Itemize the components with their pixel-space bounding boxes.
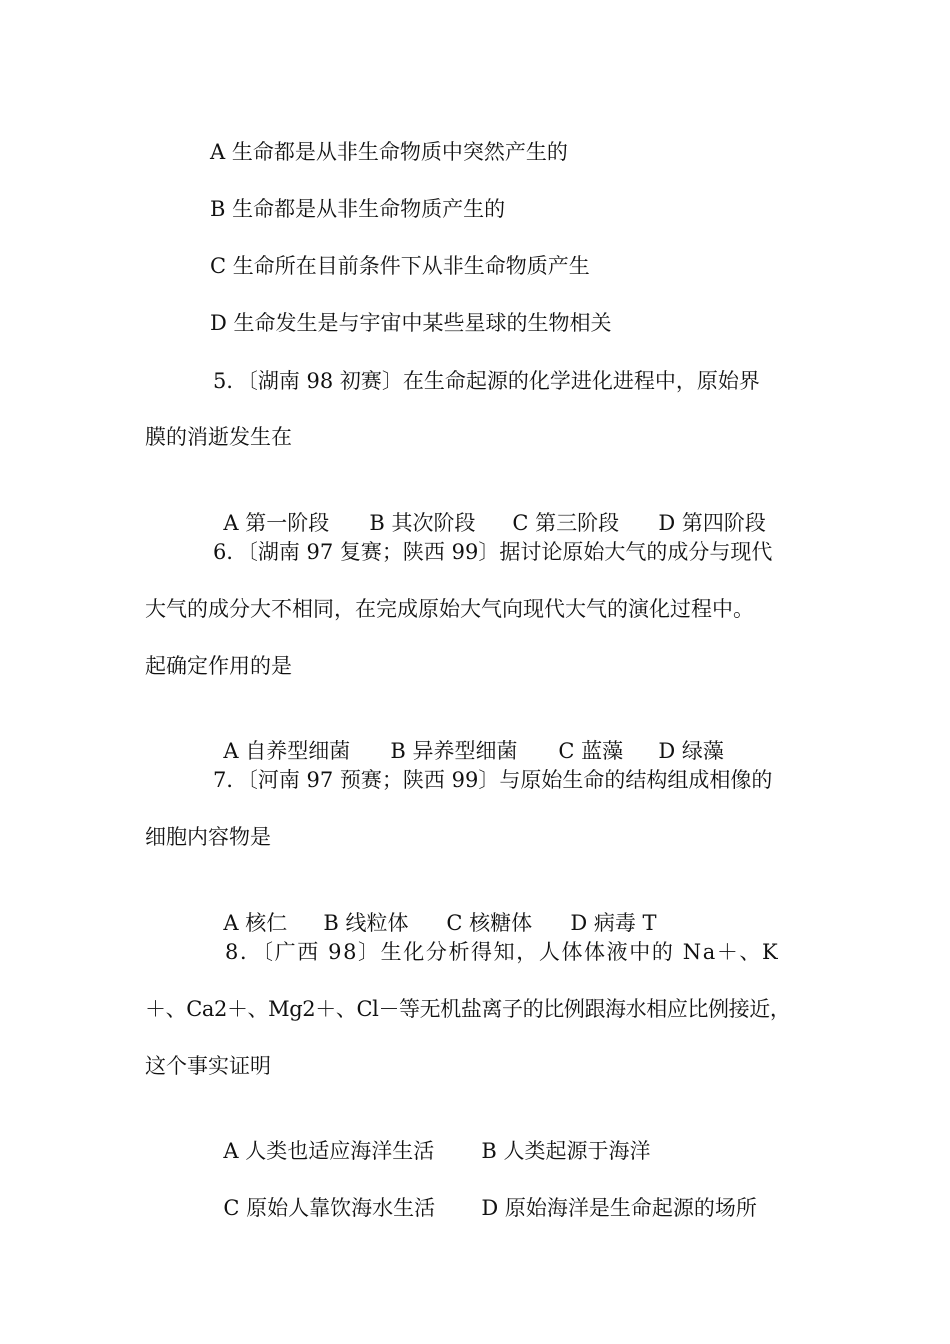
q8-stem-line3: 这个事实证明 <box>145 1054 271 1078</box>
q8-options-row1 <box>210 1109 650 1165</box>
q7-option-d: D 病毒 T <box>570 911 657 935</box>
q6-stem-line1: 6．〔湖南 97 复赛；陕西 99〕据讨论原始大气的成分与现代 <box>213 540 773 564</box>
q6-stem-line3: 起确定作用的是 <box>145 654 292 678</box>
q6-options <box>210 709 724 765</box>
q8-option-a: A 人类也适应海洋生活 <box>223 1139 435 1163</box>
q4-option-c: C 生命所在目前条件下从非生命物质产生 <box>210 254 590 278</box>
q7-option-c: C 核糖体 <box>446 911 533 935</box>
q8-options-row2 <box>210 1166 757 1222</box>
q5-option-b: B 其次阶段 <box>369 511 476 535</box>
q5-option-c: C 第三阶段 <box>512 511 620 535</box>
q7-option-b: B 线粒体 <box>323 911 409 935</box>
q8-stem-line2: ＋、Ca2＋、Mg2＋、Cl－等无机盐离子的比例跟海水相应比例接近， <box>145 997 791 1021</box>
q7-options <box>210 881 657 937</box>
q6-option-a: A 自养型细菌 <box>223 739 351 763</box>
q5-option-a: A 第一阶段 <box>223 511 330 535</box>
q7-stem-line1: 7．〔河南 97 预赛；陕西 99〕与原始生命的结构组成相像的 <box>213 768 773 792</box>
q8-option-b: B 人类起源于海洋 <box>481 1139 651 1163</box>
q6-stem-line2: 大气的成分大不相同，在完成原始大气向现代大气的演化过程中。 <box>145 597 754 621</box>
q4-option-a: A 生命都是从非生命物质中突然产生的 <box>210 140 568 164</box>
q4-option-d: D 生命发生是与宇宙中某些星球的生物相关 <box>210 311 612 335</box>
q7-stem-line2: 细胞内容物是 <box>145 825 271 849</box>
q5-stem-line1: 5．〔湖南 98 初赛〕在生命起源的化学进化进程中，原始界 <box>213 369 760 393</box>
q6-option-d: D 绿藻 <box>658 739 724 763</box>
q7-option-a: A 核仁 <box>223 911 288 935</box>
q6-option-c: C 蓝藻 <box>558 739 624 763</box>
q5-option-d: D 第四阶段 <box>658 511 766 535</box>
q6-option-b: B 异养型细菌 <box>390 739 518 763</box>
q5-stem-line2: 膜的消逝发生在 <box>145 425 292 449</box>
q8-option-c: C 原始人靠饮海水生活 <box>223 1196 436 1220</box>
q8-option-d: D 原始海洋是生命起源的场所 <box>481 1196 757 1220</box>
q8-stem-line1: 8．〔广西 98〕生化分析得知，人体体液中的 Na＋、K <box>225 940 780 964</box>
q4-option-b: B 生命都是从非生命物质产生的 <box>210 197 506 221</box>
q5-options <box>210 481 766 537</box>
